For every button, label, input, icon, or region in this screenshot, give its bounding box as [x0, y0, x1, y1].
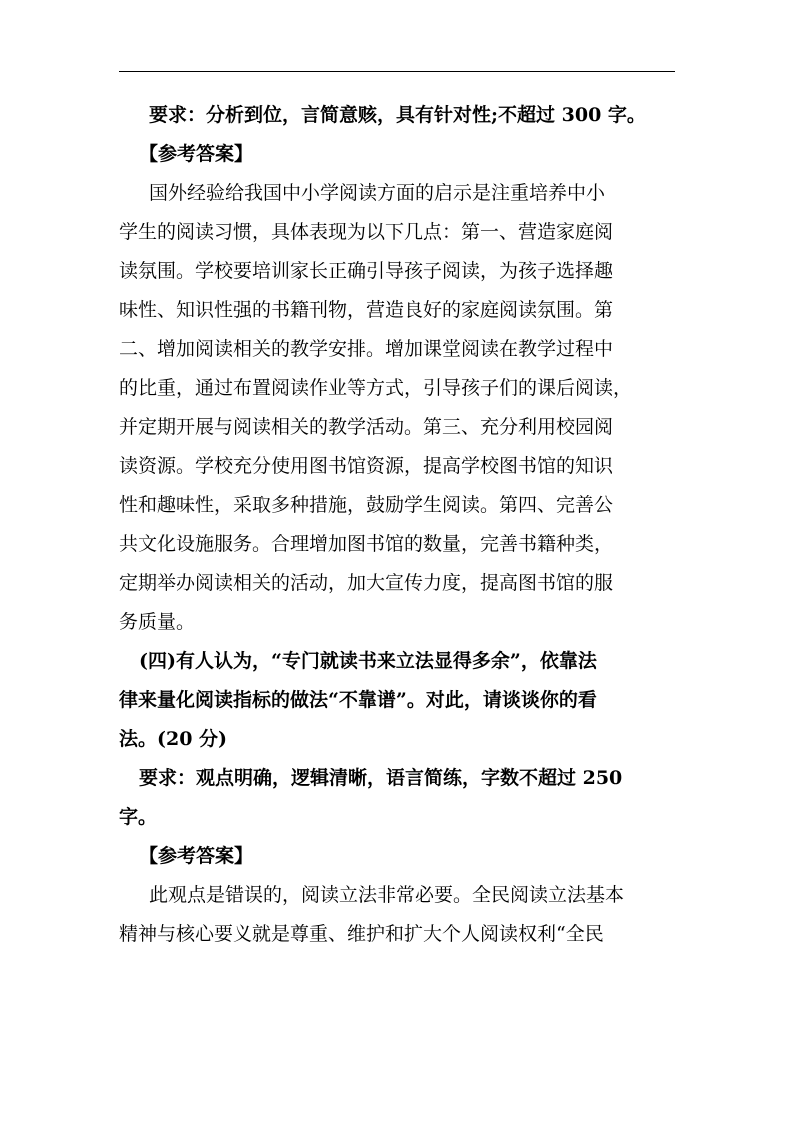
requirement-line: 要求：观点明确，逻辑清晰，语言简练，字数不超过 250	[139, 767, 623, 789]
answer-paragraph-line: 的比重，通过布置阅读作业等方式，引导孩子们的课后阅读，	[119, 377, 633, 399]
requirement-line: 字。	[119, 806, 158, 828]
answer-paragraph-line: 务质量。	[119, 611, 196, 633]
answer-paragraph-line: 定期举办阅读相关的活动，加大宣传力度，提高图书馆的服	[119, 572, 614, 594]
requirement-line: 要求：分析到位，言简意赅，具有针对性;不超过 300 字。	[149, 104, 646, 126]
answer-paragraph-line: 读氛围。学校要培训家长正确引导孩子阅读，为孩子选择趣	[119, 260, 614, 282]
answer-paragraph-line: 味性、知识性强的书籍刊物，营造良好的家庭阅读氛围。第	[119, 299, 614, 321]
question-line: (四)有人认为，“专门就读书来立法显得多余”，依靠法	[139, 650, 597, 672]
answer-paragraph-line: 此观点是错误的，阅读立法非常必要。全民阅读立法基本	[149, 884, 625, 906]
header-rule	[119, 71, 675, 72]
answer-paragraph-line: 二、增加阅读相关的教学安排。增加课堂阅读在教学过程中	[119, 338, 614, 360]
answer-paragraph-line: 并定期开展与阅读相关的教学活动。第三、充分利用校园阅	[119, 416, 614, 438]
answer-paragraph-line: 精神与核心要义就是尊重、维护和扩大个人阅读权利“全民	[119, 923, 604, 945]
question-line: 法。(20 分)	[119, 728, 228, 750]
answer-paragraph-line: 读资源。学校充分使用图书馆资源，提高学校图书馆的知识	[119, 455, 614, 477]
answer-heading: 【参考答案】	[139, 143, 254, 165]
question-line: 律来量化阅读指标的做法“不靠谱”。对此，请谈谈你的看	[119, 689, 597, 711]
answer-paragraph-line: 性和趣味性，采取多种措施，鼓励学生阅读。第四、完善公	[119, 494, 614, 516]
answer-paragraph-line: 学生的阅读习惯，具体表现为以下几点：第一、营造家庭阅	[119, 221, 614, 243]
answer-paragraph-line: 国外经验给我国中小学阅读方面的启示是注重培养中小	[149, 182, 606, 204]
document-body	[119, 96, 675, 954]
answer-paragraph-line: 共文化设施服务。合理增加图书馆的数量，完善书籍种类，	[119, 533, 614, 555]
answer-heading: 【参考答案】	[139, 845, 254, 867]
